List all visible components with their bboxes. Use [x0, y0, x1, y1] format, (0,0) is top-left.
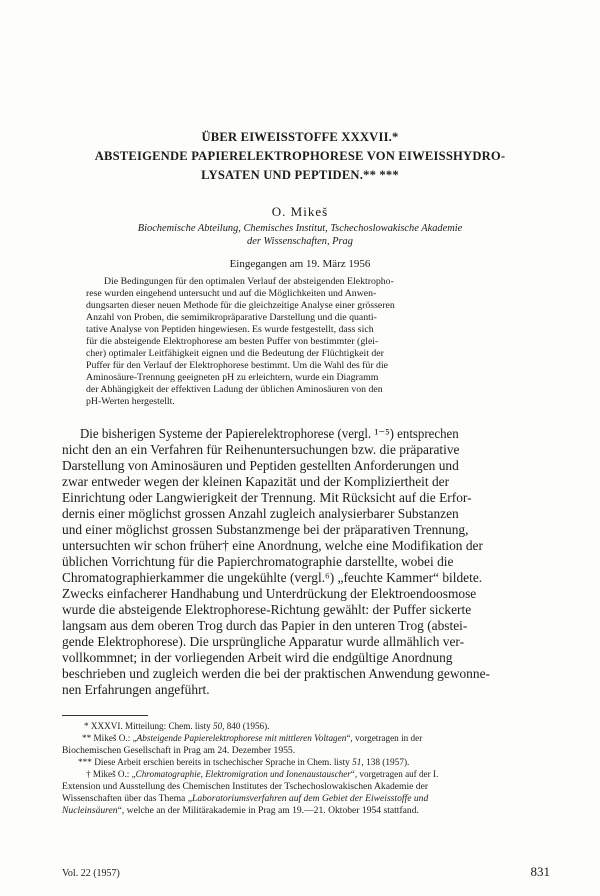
article-title-line-3: LYSATEN UND PEPTIDEN.** ***: [201, 168, 399, 182]
abstract-line: pH-Werten hergestellt.: [86, 396, 175, 407]
affiliation-line-1: Biochemische Abteilung, Chemisches Institut, Tschechoslowakische Akademie: [137, 223, 463, 234]
received-date: Eingegangen am 19. März 1956: [229, 258, 371, 270]
footnote-line: Biochemischen Gesellschaft in Prag am 24. Dezember 1955.: [62, 745, 296, 756]
abstract-line: der Abhängigkeit der effektiven Ladung der üblichen Aminosäuren von den: [86, 384, 383, 395]
abstract-line: dungsarten dieser neuen Methode für die gleichzeitige Analyse einer grösseren: [86, 300, 395, 311]
body-line: und einer möglichst grossen Substanzmenge bei der präparativen Trennung,: [62, 522, 469, 537]
body-line: Einrichtung oder Langwierigkeit der Trennung. Mit Rücksicht auf die Erfor-: [62, 490, 472, 505]
body-line: wurde die absteigende Elektrophorese-Richtung gewählt: der Puffer sickerte: [62, 602, 472, 617]
footnote-line: *** Diese Arbeit erschien bereits in tschechischer Sprache in Chem. listy 51, 138 (1957).: [78, 757, 410, 768]
body-line: Zwecks einfacherer Handhabung und Unterdrückung der Elektroendoosmose: [62, 586, 477, 601]
abstract-line: Die Bedingungen für den optimalen Verlauf der absteigenden Elektropho-: [104, 276, 394, 287]
journal-volume: Vol. 22 (1957): [62, 868, 120, 879]
article-title-line-2: ABSTEIGENDE PAPIERELEKTROPHORESE VON EIWEISSHYDRO-: [94, 149, 506, 163]
abstract-line: rese wurden eingehend untersucht und auf die Möglichkeiten und Anwen-: [86, 288, 377, 299]
article-title-line-1: ÜBER EIWEISSTOFFE XXXVII.*: [201, 130, 399, 144]
footnote-divider: [62, 715, 148, 716]
abstract-line: cher) optimaler Leitfähigkeit eignen und die Bedeutung der Flüchtigkeit der: [86, 348, 384, 359]
footnote-line: ** Mikeš O.: „Absteigende Papierelektrophorese mit mittleren Voltagen“, vorgetragen in der: [82, 733, 423, 744]
abstract-line: Puffer für den Verlauf der Elektrophorese bestimmt. Um die Wahl des für die: [86, 360, 389, 371]
abstract-line: für die absteigende Elektrophorese am besten Puffer von bestimmter (glei-: [86, 336, 379, 347]
body-line: untersuchten wir schon früher† eine Anordnung, welche eine Modifikation der: [62, 538, 483, 553]
abstract-line: tative Analyse von Peptiden hingewiesen. Es wurde festgestellt, dass sich: [86, 324, 374, 335]
body-line: nicht den an ein Verfahren für Reihenuntersuchungen bzw. die präparative: [62, 442, 460, 457]
body-line: vollkommnet; in der vorliegenden Arbeit wird die endgültige Anordnung: [62, 650, 453, 665]
body-line: langsam aus dem oberen Trog durch das Papier in den unteren Trog (abstei-: [62, 618, 468, 633]
body-line: gende Elektrophorese). Die ursprüngliche Apparatur wurde allmählich ver-: [62, 634, 465, 649]
body-line: üblichen Vorrichtung für die Papierchromatographie darstellte, wobei die: [62, 554, 454, 569]
body-line: zwar entweder wegen der kleinen Kapazität und der Kompliziertheit der: [62, 474, 450, 489]
footnote-line: * XXXVI. Mitteilung: Chem. listy 50, 840 (1956).: [84, 721, 270, 732]
affiliation-line-2: der Wissenschaften, Prag: [247, 236, 353, 247]
footnote-line: Extension und Ausstellung des Chemischen Institutes der Tschechoslowakischen Akademie der: [62, 781, 429, 792]
body-line: nen Erfahrungen angeführt.: [62, 682, 210, 697]
footnote-line: Nucleinsäuren“, welche an der Militärakademie in Prag am 19.—21. Oktober 1954 stattfand.: [62, 805, 419, 816]
body-line: beschrieben und zugleich werden die bei der praktischen Anwendung gewonne-: [62, 666, 490, 681]
author: O. Mikeš: [271, 204, 329, 219]
abstract-line: Aminosäure-Trennung geeigneten pH zu erleichtern, wurde ein Diagramm: [86, 372, 379, 383]
abstract-line: Anzahl von Proben, die semimikropräparative Darstellung und die quanti-: [86, 312, 377, 323]
page-number: 831: [530, 864, 550, 879]
body-line: Die bisherigen Systeme der Papierelektrophorese (vergl. ¹⁻⁵) entsprechen: [80, 426, 459, 441]
body-line: Darstellung von Aminosäuren und Peptiden gestellten Anforderungen und: [62, 458, 459, 473]
footnote-line: Wissenschaften über das Thema „Laboratoriumsverfahren auf dem Gebiet der Eiweisstoffe und: [62, 793, 429, 804]
body-line: dernis einer möglichst grossen Anzahl zugleich analysierbarer Substanzen: [62, 506, 459, 521]
body-line: Chromatographierkammer die ungekühlte (vergl.⁶) „feuchte Kammer“ bildete.: [62, 570, 483, 585]
footnote-line: † Mikeš O.: „Chromatographie, Elektromigration und Ionenaustauscher“, vorgetragen auf der I.: [86, 769, 439, 780]
